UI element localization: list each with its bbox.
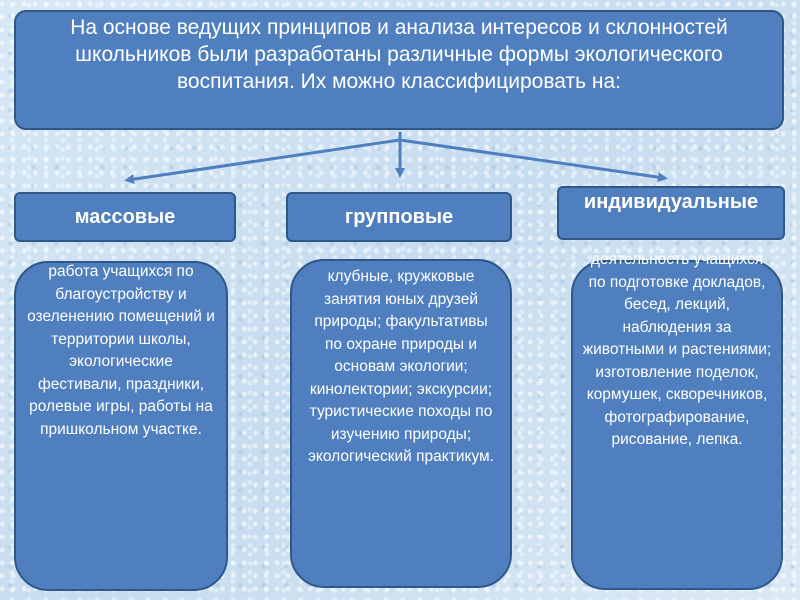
category-individualnye (557, 186, 785, 240)
description-gruppovye (290, 259, 512, 588)
description-text: деятельность учащихся по подготовке докладов, бесед, лекций, наблюдения за животными и растениями; изготовление поделок, кормушек, скворечников, фотографирование, рисование, лепка. (582, 251, 772, 448)
description-text: клубные, кружковые занятия юных друзей природы; факультативы по охране природы и основам экологии; кинолектории; экскурсии; туристические походы по изучению природы; экологический практикум. (308, 268, 494, 465)
description-massovye (14, 261, 228, 591)
category-massovye (14, 192, 236, 242)
category-label: массовые (74, 206, 176, 228)
description-individualnye (571, 251, 783, 590)
category-gruppovye (286, 192, 512, 242)
description-text: работа учащихся по благоустройству и озеленению помещений и территории школы, экологические фестивали, праздники, ролевые игры, работы на пришкольном участке. (27, 263, 215, 438)
arrow-to-individualnye (400, 140, 664, 178)
intro-box (14, 10, 784, 130)
intro-text: На основе ведущих принципов и анализа интересов и склонностей школьников были разработаны различные формы экологического воспитания. Их можно классифицировать на: (70, 16, 728, 93)
category-label: индивидуальные (583, 191, 759, 213)
arrow-to-massovye (128, 140, 400, 180)
category-label: групповые (344, 206, 454, 228)
